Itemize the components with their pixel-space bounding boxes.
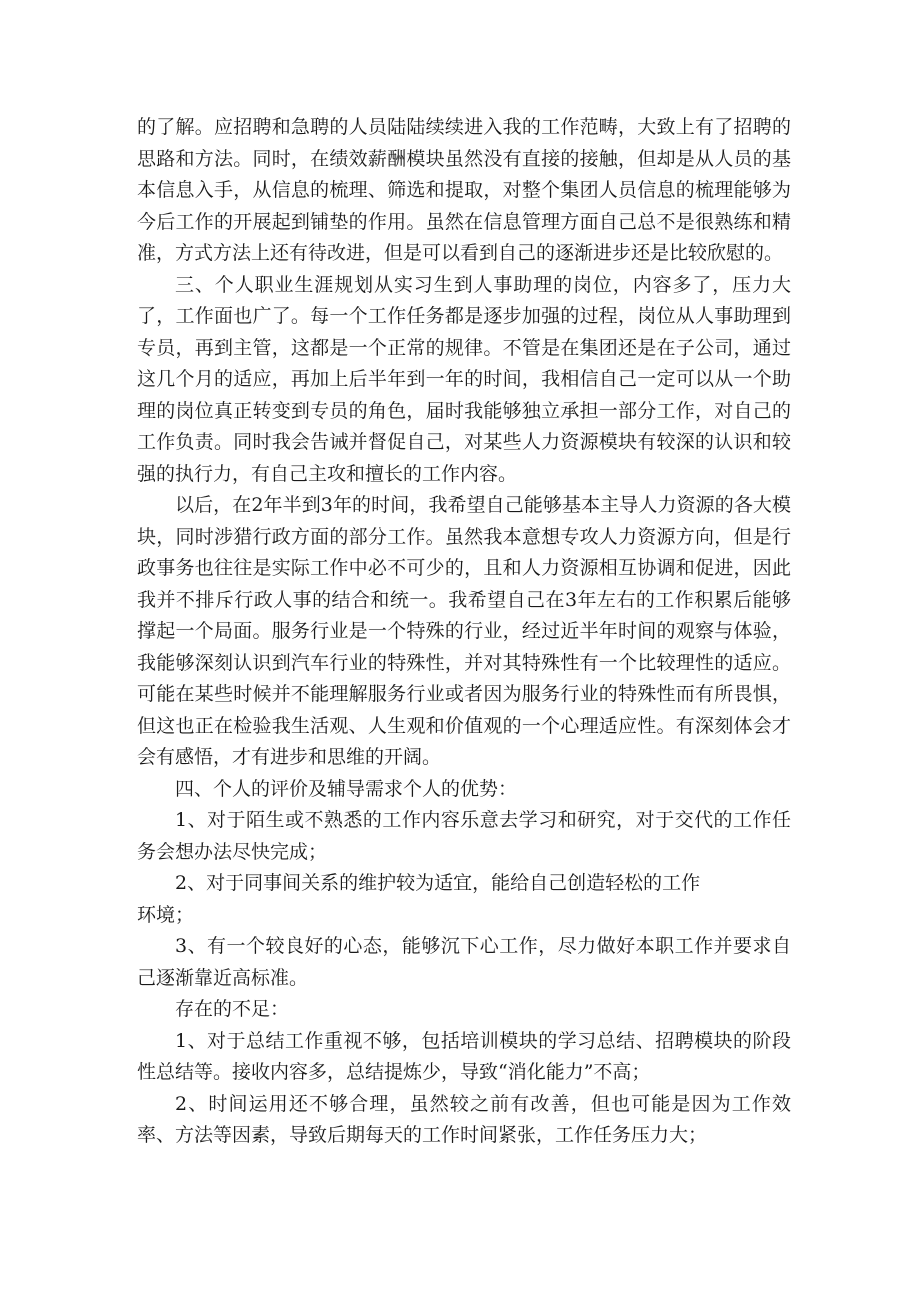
paragraph-info-management: 的了解。应招聘和急聘的人员陆陆续续进入我的工作范畴，大致上有了招聘的思路和方法。同时，在绩效薪酬模块虽然没有直接的接触，但却是从人员的基本信息入手，从信息的梳理、筛选和提取，对整个集团人员信息的梳理能够为今后工作的开展起到铺垫的作用。虽然在信息管理方面自己总不是很熟练和精准，方式方法上还有待改进，但是可以看到自己的逐渐进步还是比较欣慰的。 [137, 116, 791, 264]
heading-weaknesses: 存在的不足： [175, 998, 290, 1020]
strength-item-2: 2、对于同事间关系的维护较为适宜，能给自己创造轻松的工作 [175, 872, 701, 894]
strength-item-3: 3、有一个较良好的心态，能够沉下心工作，尽力做好本职工作并要求自己逐渐靠近高标准。 [137, 935, 791, 989]
heading-self-evaluation: 四、个人的评价及辅导需求个人的优势： [175, 777, 518, 800]
document-body [137, 112, 791, 1152]
strength-item-2-continued: 环境； [137, 903, 195, 926]
strength-item-1: 1、对于陌生或不熟悉的工作内容乐意去学习和研究，对于交代的工作任务会想办法尽快完成； [137, 809, 791, 863]
weakness-item-2: 2、时间运用还不够合理，虽然较之前有改善，但也可能是因为工作效率、方法等因素，导致后期每天的工作时间紧张，工作任务压力大； [137, 1092, 791, 1146]
paragraph-future-goals: 以后，在2年半到3年的时间，我希望自己能够基本主导人力资源的各大模块，同时涉猎行政方面的部分工作。虽然我本意想专攻人力资源方向，但是行政事务也往往是实际工作中必不可少的，且和人力资源相互协调和促进，因此我并不排斥行政人事的结合和统一。我希望自己在3年左右的工作积累后能够撑起一个局面。服务行业是一个特殊的行业，经过近半年时间的观察与体验，我能够深刻认识到汽车行业的特殊性，并对其特殊性有一个比较理性的适应。可能在某些时候并不能理解服务行业或者因为服务行业的特殊性而有所畏惧，但这也正在检验我生活观、人生观和价值观的一个心理适应性。有深刻体会才会有感悟，才有进步和思维的开阔。 [137, 494, 791, 768]
weakness-item-1: 1、对于总结工作重视不够，包括培训模块的学习总结、招聘模块的阶段性总结等。接收内容多，总结提炼少，导致“消化能力”不高； [137, 1029, 791, 1083]
paragraph-career-plan: 三、个人职业生涯规划从实习生到人事助理的岗位，内容多了，压力大了，工作面也广了。每一个工作任务都是逐步加强的过程，岗位从人事助理到专员，再到主管，这都是一个正常的规律。不管是在集团还是在子公司，通过这几个月的适应，再加上后半年到一年的时间，我相信自己一定可以从一个助理的岗位真正转变到专员的角色，届时我能够独立承担一部分工作，对自己的工作负责。同时我会告诫并督促自己，对某些人力资源模块有较深的认识和较强的执行力，有自己主攻和擅长的工作内容。 [137, 273, 791, 485]
